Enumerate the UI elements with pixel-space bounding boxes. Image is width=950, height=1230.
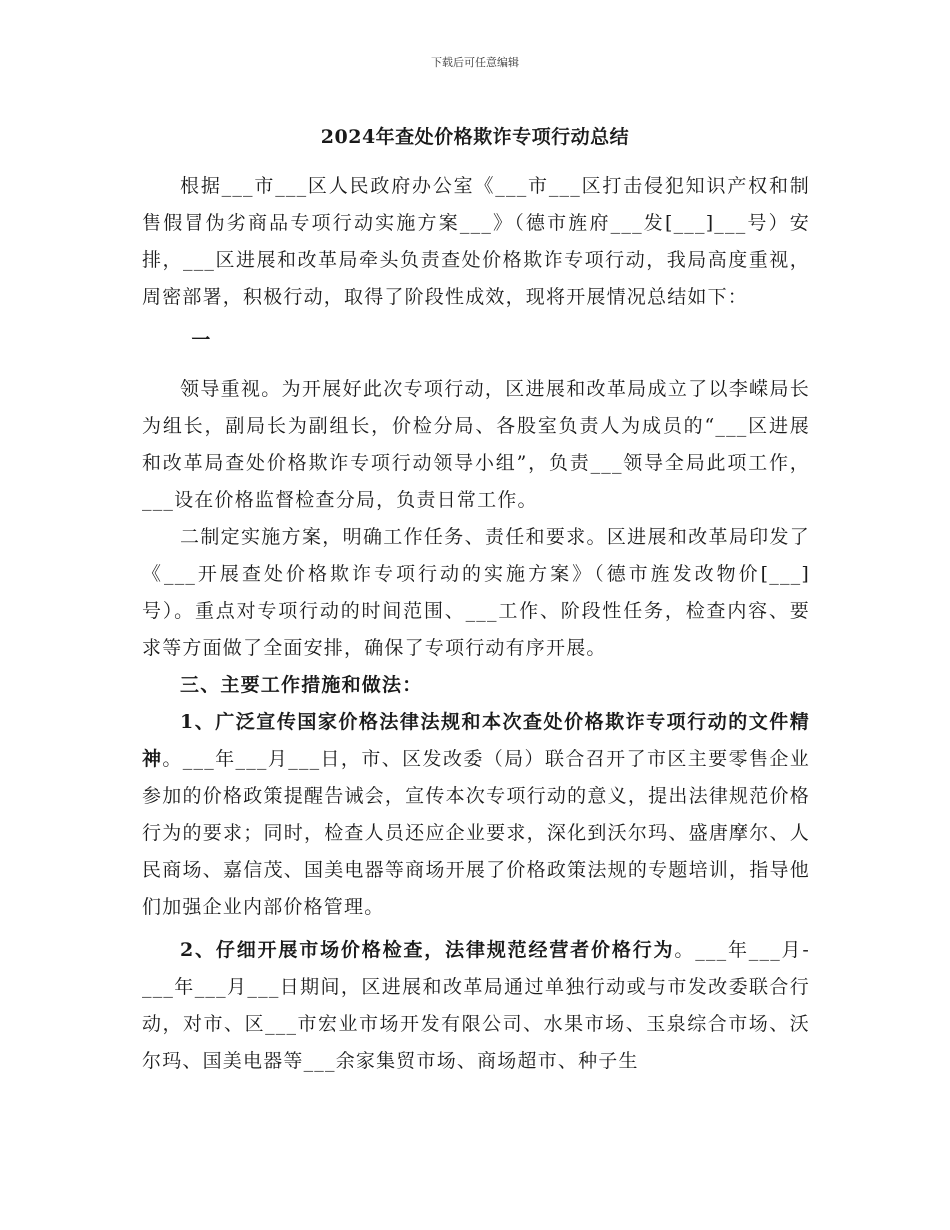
paragraph-publicity (142, 704, 810, 926)
section-one-marker: 一 (191, 329, 212, 351)
paragraph-publicity-lead: 1、广泛宣传国家价格法律法规和本次查处价格欺诈专项行动的文件精神 (142, 711, 810, 770)
document-body (142, 168, 810, 1080)
paragraph-intro: 根据___市___区人民政府办公室《___市___区打击侵犯知识产权和制售假冒伪劣商品专项行动实施方案___》（德市旌府___发[___]___号）安排，___区进展和改革局牵头负责查处价格欺诈专项行动，我局高度重视，周密部署，积极行动，取得了阶段性成效，现将开展情况总结如下： (142, 175, 810, 308)
paragraph-publicity-text: 。___年___月___日，市、区发改委（局）联合召开了市区主要零售企业参加的价格政策提醒告诫会，宣传本次专项行动的意义，提出法律规范价格行为的要求；同时，检查人员还应企业要求，深化到沃尔玛、盛唐摩尔、人民商场、嘉信茂、国美电器等商场开展了价格政策法规的专题培训，指导他们加强企业内部价格管理。 (142, 748, 810, 918)
paragraph-inspection-lead: 2、仔细开展市场价格检查，法律规范经营者价格行为 (180, 939, 675, 961)
paragraph-leadership: 领导重视。为开展好此次专项行动，区进展和改革局成立了以李嵘局长为组长，副局长为副组长，价检分局、各股室负责人为成员的“___区进展和改革局查处价格欺诈专项行动领导小组”，负责___领导全局此项工作，___设在价格监督检查分局，负责日常工作。 (142, 378, 810, 511)
paragraph-inspection-text: 。___年___月-___年___月___日期间，区进展和改革局通过单独行动或与市发改委联合行动，对市、区___市宏业市场开发有限公司、水果市场、玉泉综合市场、沃尔玛、国美电器等___余家集贸市场、商场超市、种子生 (142, 939, 810, 1072)
header-note: 下载后可任意编辑 (431, 56, 519, 69)
paragraph-plan: 二制定实施方案，明确工作任务、责任和要求。区进展和改革局印发了《___开展查处价格欺诈专项行动的实施方案》（德市旌发改物价[___]号）。重点对专项行动的时间范围、___工作、阶段性任务，检查内容、要求等方面做了全面安排，确保了专项行动有序开展。 (142, 526, 810, 659)
paragraph-inspection (142, 932, 810, 1080)
section-three-heading: 三、主要工作措施和做法： (180, 674, 423, 696)
document-title: 2024年查处价格欺诈专项行动总结 (320, 126, 630, 148)
